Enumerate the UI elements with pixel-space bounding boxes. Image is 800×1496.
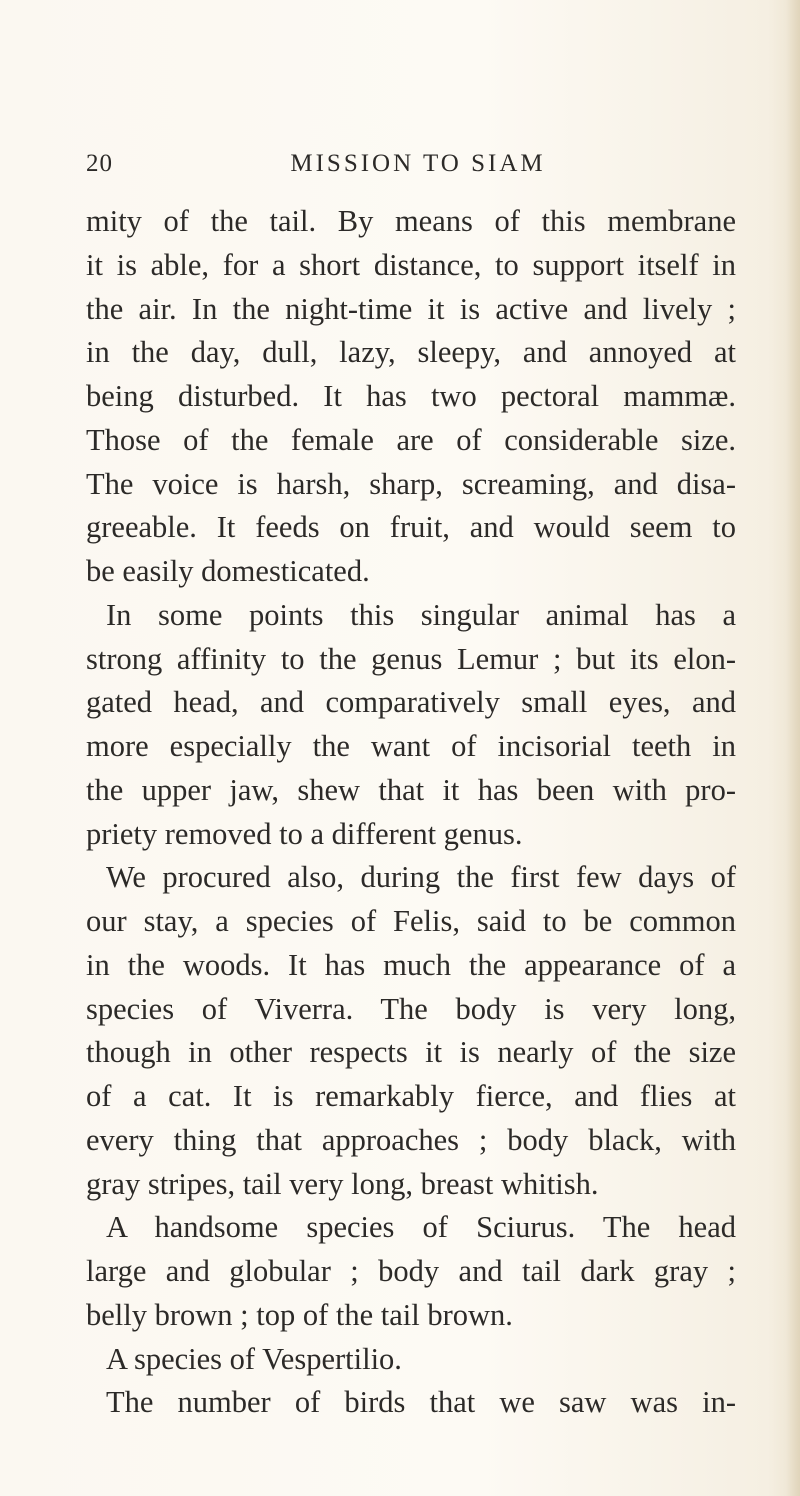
text-line: large and globular ; body and tail dark gray ; [86,1254,736,1288]
text-line: Those of the female are of considerable size. [86,422,736,457]
running-title: MISSION TO SIAM [290,150,546,177]
text-line: belly brown ; top of the tail brown. [86,1297,513,1332]
text-line: species of Viverra. The body is very long, [86,991,736,1026]
text-line: gray stripes, tail very long, breast whitish. [86,1166,599,1201]
text-line: the upper jaw, shew that it has been with pro- [86,772,736,807]
running-head [86,150,726,184]
text-line: be easily domesticated. [86,554,370,588]
text-line: more especially the want of incisorial teeth in [86,729,736,763]
text-line: We procured also, during the first few days of [106,860,736,895]
text-line: of a cat. It is remarkably fierce, and flies at [86,1079,736,1113]
text-line: in the day, dull, lazy, sleepy, and annoyed at [86,335,736,370]
text-line: in the woods. It has much the appearance of a [86,947,736,982]
page-edge-shadow [786,0,800,1496]
page-number: 20 [86,150,113,177]
text-line: priety removed to a different genus. [86,816,523,851]
text-line: A handsome species of Sciurus. The head [106,1210,736,1245]
text-line: being disturbed. It has two pectoral mammæ. [86,379,736,413]
text-line: greeable. It feeds on fruit, and would seem to [86,510,736,545]
text-line: mity of the tail. By means of this membrane [86,204,736,238]
text-line: strong affinity to the genus Lemur ; but its elon- [86,641,736,676]
text-line: The number of birds that we saw was in- [106,1385,736,1420]
text-line: every thing that approaches ; body black, with [86,1122,736,1157]
text-line: it is able, for a short distance, to support itself in [86,247,736,282]
text-line: In some points this singular animal has a [106,597,736,632]
text-line: the air. In the night-time it is active and lively ; [86,291,736,326]
body-text [86,200,736,1425]
text-line: A species of Vespertilio. [106,1341,402,1376]
text-line: our stay, a species of Felis, said to be common [86,904,736,938]
text-line: though in other respects it is nearly of the size [86,1035,736,1070]
text-line: gated head, and comparatively small eyes, and [86,685,736,720]
text-line: The voice is harsh, sharp, screaming, and disa- [86,466,736,501]
